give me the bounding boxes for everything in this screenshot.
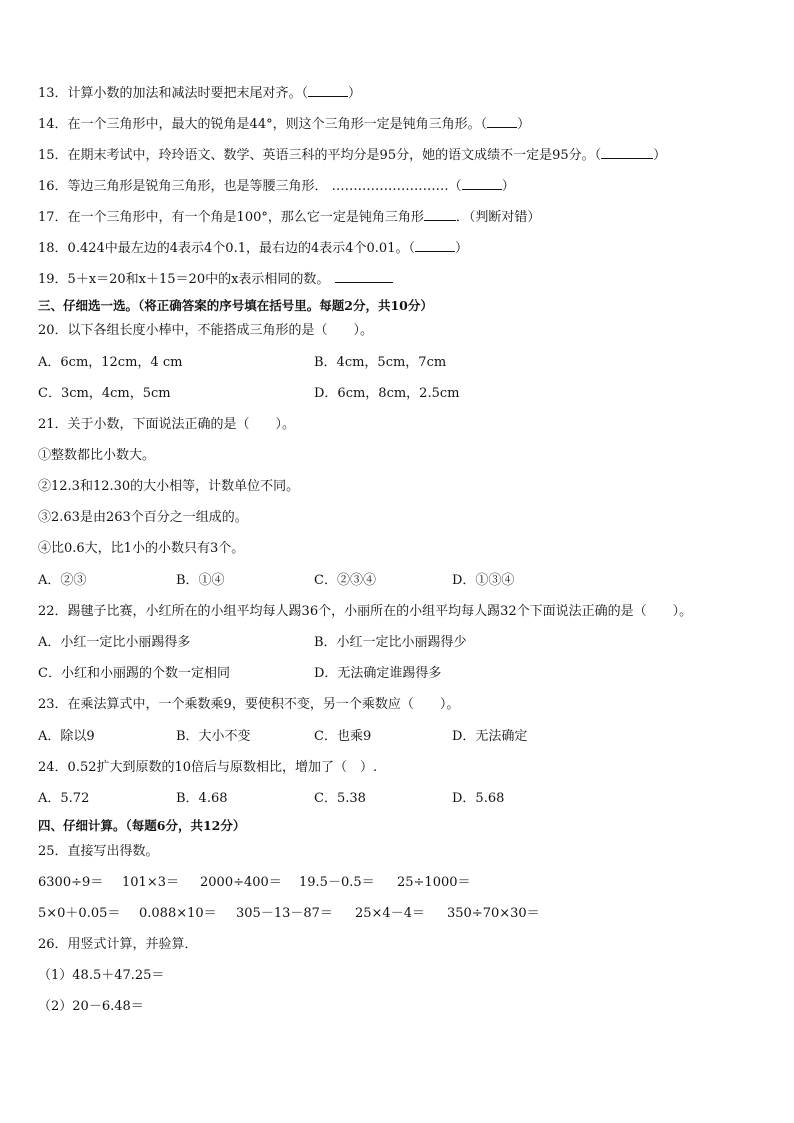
question-tail: ） <box>348 86 362 101</box>
question-20-stem: 20．以下各组长度小棒中，不能搭成三角形的是（ ）。 <box>38 323 374 338</box>
answer-blank[interactable] <box>462 177 502 190</box>
vertical-calc-1: （1）48.5＋47.25＝ <box>38 968 165 983</box>
option-b[interactable]: B．大小不变 <box>176 729 251 744</box>
question-tail: ） <box>517 117 531 132</box>
calc-item: 350÷70×30＝ <box>447 906 540 921</box>
statement-1: ①整数都比小数大。 <box>38 448 156 463</box>
answer-blank[interactable] <box>335 270 393 283</box>
option-a[interactable]: A．5.72 <box>38 791 90 806</box>
question-21-stem: 21．关于小数，下面说法正确的是（ ）。 <box>38 417 296 432</box>
calc-item: 6300÷9＝ <box>38 875 104 890</box>
option-b[interactable]: B．①④ <box>176 573 225 588</box>
section-4-heading: 四、仔细计算。（每题6分，共12分） <box>38 818 246 833</box>
calc-item: 2000÷400＝ <box>200 875 282 890</box>
option-b[interactable]: B．4.68 <box>176 791 228 806</box>
statement-2: ②12.3和12.30的大小相等，计数单位不同。 <box>38 479 300 494</box>
option-b[interactable]: B．小红一定比小丽踢得少 <box>314 635 467 650</box>
question-24-stem: 24．0.52扩大到原数的10倍后与原数相比，增加了（ ）. <box>38 760 378 775</box>
question-text: 16．等边三角形是锐角三角形，也是等腰三角形． ………………………（ <box>38 179 462 194</box>
question-text: 17．在一个三角形中，有一个角是100°，那么它一定是钝角三角形 <box>38 210 424 225</box>
question-26-stem: 26．用竖式计算，并验算． <box>38 937 198 952</box>
answer-blank[interactable] <box>487 115 517 128</box>
question-tail: ） <box>653 148 667 163</box>
question-15 <box>38 146 666 165</box>
question-22-stem: 22．踢毽子比赛，小红所在的小组平均每人踢36个，小丽所在的小组平均每人踢32个下面说法正确的是（ ）。 <box>38 604 693 619</box>
question-16 <box>38 177 515 196</box>
question-19 <box>38 270 393 289</box>
option-c[interactable]: C．3cm，4cm，5cm <box>38 386 171 401</box>
option-a[interactable]: A．②③ <box>38 573 87 588</box>
option-c[interactable]: C．也乘9 <box>314 729 372 744</box>
answer-blank[interactable] <box>308 84 348 97</box>
question-tail: ） <box>501 179 515 194</box>
option-d[interactable]: D．无法确定谁踢得多 <box>314 666 442 681</box>
option-d[interactable]: D．5.68 <box>452 791 505 806</box>
option-c[interactable]: C．5.38 <box>314 791 366 806</box>
question-tail: ．（判断对错） <box>455 210 541 225</box>
question-text: 19．5＋x＝20和x＋15＝20中的x表示相同的数。 <box>38 272 330 287</box>
question-text: 18．0.424中最左边的4表示4个0.1，最右边的4表示4个0.01。（ <box>38 241 415 256</box>
question-17 <box>38 208 540 227</box>
calc-item: 25×4－4＝ <box>355 906 425 921</box>
calc-item: 101×3＝ <box>122 875 179 890</box>
question-text: 15．在期末考试中，玲玲语文、数学、英语三科的平均分是95分，她的语文成绩不一定是95分。（ <box>38 148 602 163</box>
statement-3: ③2.63是由263个百分之一组成的。 <box>38 510 248 525</box>
question-18 <box>38 239 468 258</box>
vertical-calc-2: （2）20－6.48＝ <box>38 999 144 1014</box>
answer-blank[interactable] <box>424 208 456 221</box>
option-c[interactable]: C．②③④ <box>314 573 376 588</box>
question-25-stem: 25．直接写出得数。 <box>38 844 159 859</box>
option-d[interactable]: D．①③④ <box>452 573 515 588</box>
answer-blank[interactable] <box>601 146 653 159</box>
calc-item: 25÷1000＝ <box>397 875 471 890</box>
question-14 <box>38 115 530 134</box>
question-text: 13．计算小数的加法和减法时要把末尾对齐。（ <box>38 86 309 101</box>
calc-item: 0.088×10＝ <box>139 906 217 921</box>
question-text: 14．在一个三角形中，最大的锐角是44°，则这个三角形一定是钝角三角形。（ <box>38 117 488 132</box>
option-d[interactable]: D．无法确定 <box>452 729 528 744</box>
calc-item: 305－13－87＝ <box>236 906 333 921</box>
option-a[interactable]: A．小红一定比小丽踢得多 <box>38 635 191 650</box>
option-d[interactable]: D．6cm，8cm，2.5cm <box>314 386 460 401</box>
question-23-stem: 23．在乘法算式中，一个乘数乘9，要使积不变，另一个乘数应（ ）。 <box>38 697 460 712</box>
question-13 <box>38 84 361 103</box>
calc-item: 5×0＋0.05＝ <box>38 906 121 921</box>
section-3-heading: 三、仔细选一选。（将正确答案的序号填在括号里。每题2分，共10分） <box>38 298 433 313</box>
statement-4: ④比0.6大，比1小的小数只有3个。 <box>38 541 245 556</box>
option-a[interactable]: A．6cm，12cm，4 cm <box>38 355 183 370</box>
option-c[interactable]: C．小红和小丽踢的个数一定相同 <box>38 666 230 681</box>
option-b[interactable]: B．4cm，5cm，7cm <box>314 355 447 370</box>
question-tail: ） <box>454 241 468 256</box>
calc-item: 19.5－0.5＝ <box>299 875 375 890</box>
answer-blank[interactable] <box>415 239 455 252</box>
option-a[interactable]: A．除以9 <box>38 729 95 744</box>
